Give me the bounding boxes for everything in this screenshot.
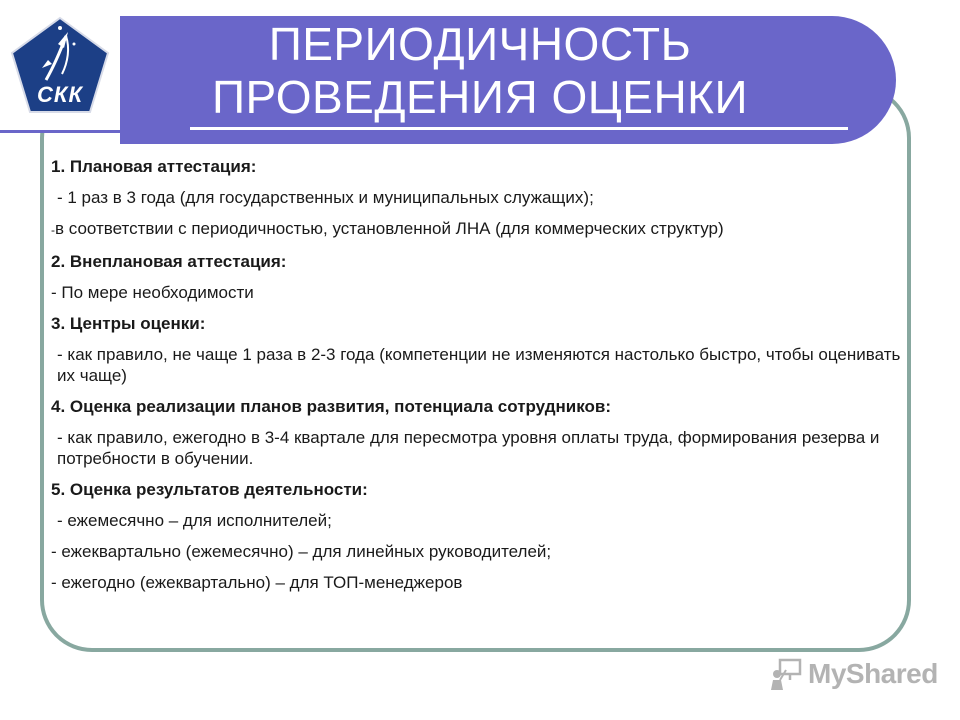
section-item: - ежемесячно – для исполнителей; <box>57 511 332 530</box>
title-line-1: ПЕРИОДИЧНОСТЬ <box>268 18 692 70</box>
section-item: - как правило, ежегодно в 3-4 квартале для пересмотра уровня оплаты труда, формирования резерва и потребности в обучении. <box>57 428 880 468</box>
section-item: - как правило, не чаще 1 раза в 2-3 года (компетенции не изменяются настолько быстро, чтобы оценивать их чаще) <box>57 345 901 385</box>
watermark <box>768 656 938 692</box>
logo-panel <box>0 0 120 132</box>
presenter-icon <box>770 658 806 692</box>
title-line-2: ПРОВЕДЕНИЯ ОЦЕНКИ <box>211 71 749 123</box>
section-item: - 1 раз в 3 года (для государственных и муниципальных служащих); <box>57 188 594 207</box>
slide-title <box>120 18 840 124</box>
logo-divider <box>0 130 120 133</box>
title-underline <box>190 127 848 130</box>
section-heading: 1. Плановая аттестация: <box>51 157 257 176</box>
logo-text: СКК <box>37 82 83 107</box>
section-heading: 4. Оценка реализации планов развития, потенциала сотрудников: <box>51 397 612 416</box>
section-item-row <box>51 218 903 241</box>
section-item: в соответствии с периодичностью, установленной ЛНА (для коммерческих структур) <box>55 219 724 238</box>
section-item: - ежегодно (ежеквартально) – для ТОП-менеджеров <box>51 573 463 592</box>
watermark-text: MyShared <box>808 658 938 689</box>
content-list <box>51 156 903 593</box>
section-heading: 3. Центры оценки: <box>51 314 206 333</box>
section-item: - По мере необходимости <box>51 283 254 302</box>
section-heading: 5. Оценка результатов деятельности: <box>51 480 368 499</box>
small-dash: - <box>51 223 55 237</box>
section-heading: 2. Внеплановая аттестация: <box>51 252 287 271</box>
section-item: - ежеквартально (ежемесячно) – для линейных руководителей; <box>51 542 552 561</box>
